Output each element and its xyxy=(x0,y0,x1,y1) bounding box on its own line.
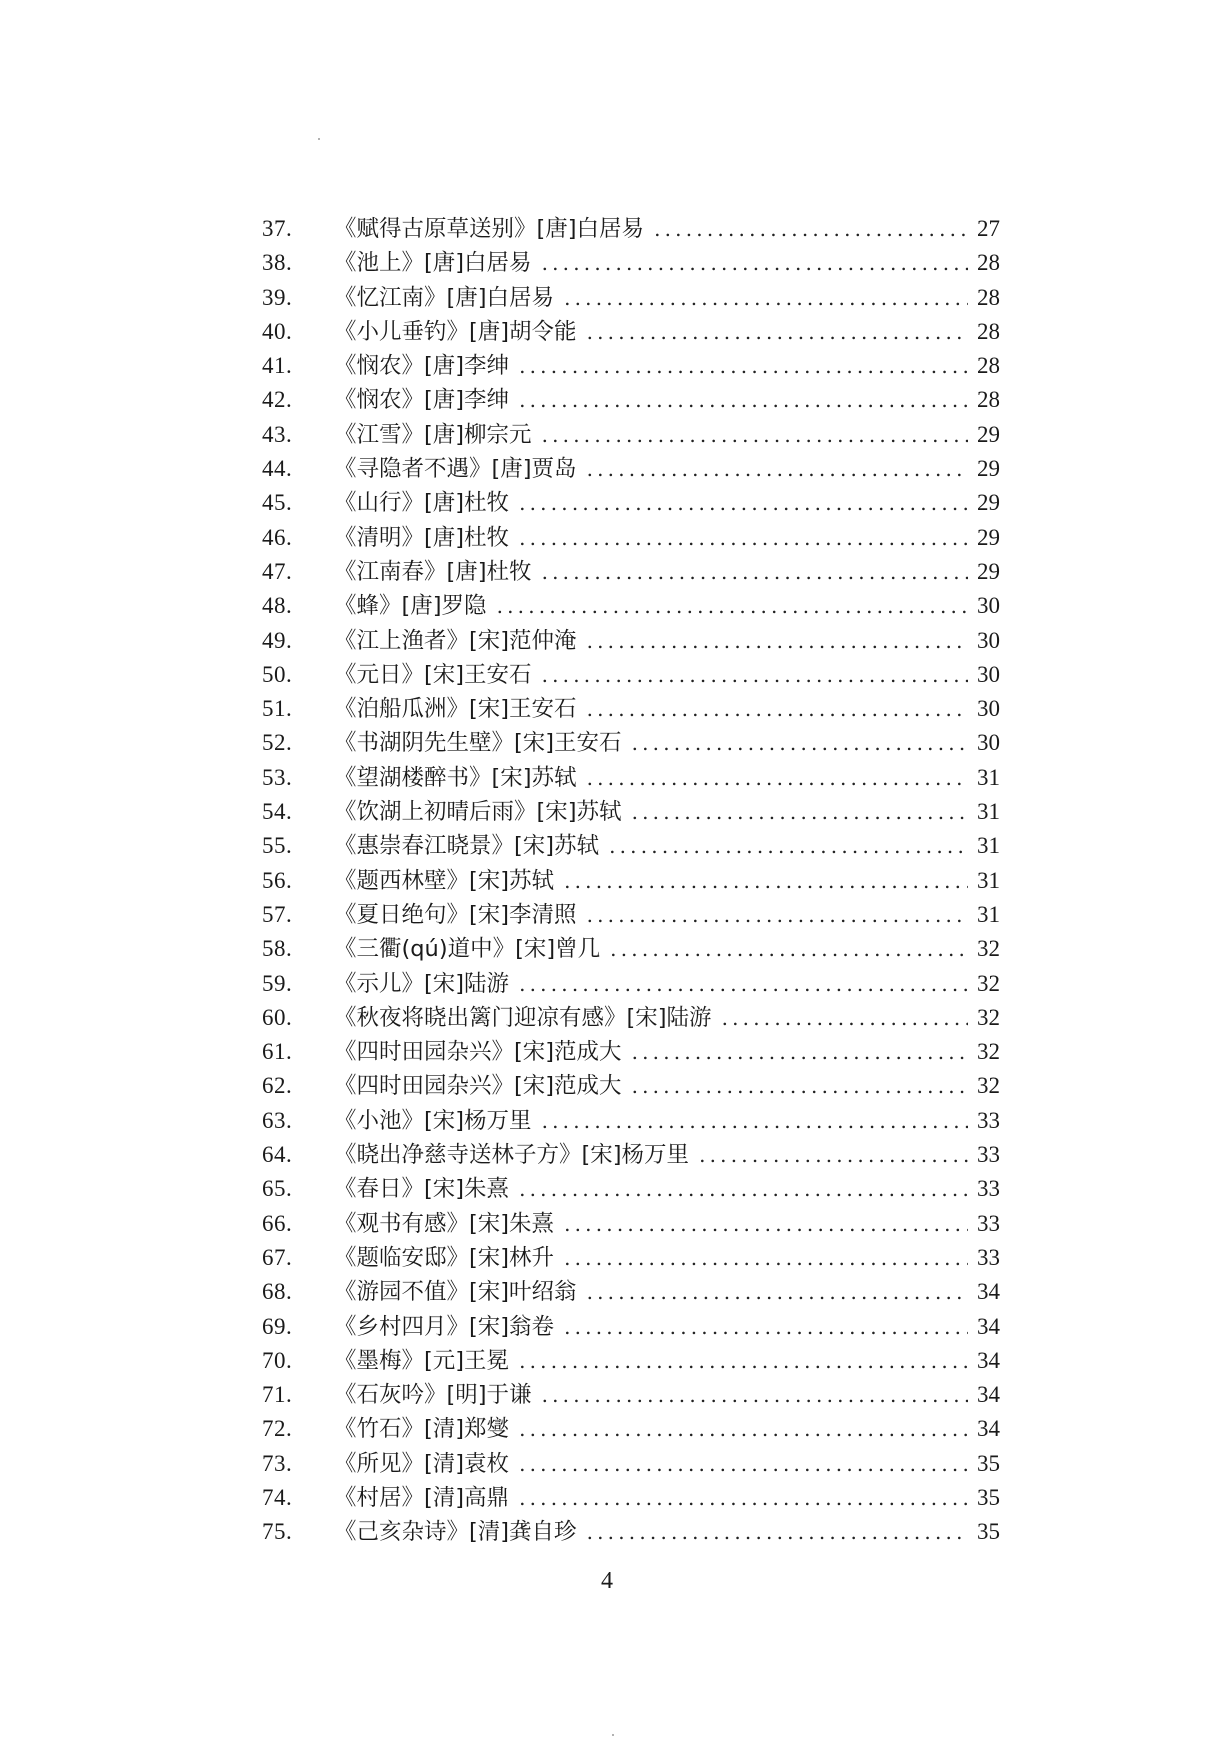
scan-speck xyxy=(318,138,320,140)
toc-entry-page: 28 xyxy=(977,284,1000,310)
toc-entry[interactable] xyxy=(262,761,1000,795)
toc-entry-page: 28 xyxy=(977,250,1000,276)
toc-entry-page: 35 xyxy=(977,1484,1000,1510)
toc-entry[interactable] xyxy=(262,1378,1000,1412)
toc-entry-page: 33 xyxy=(977,1244,1000,1270)
toc-entry-page: 31 xyxy=(977,799,1000,825)
toc-entry-title: 《赋得古原草送别》[唐]白居易 xyxy=(334,216,645,242)
toc-entry-page: 31 xyxy=(977,901,1000,927)
toc-entry-page: 30 xyxy=(977,730,1000,756)
toc-entry-number: 40. xyxy=(262,318,293,344)
toc-entry-page: 33 xyxy=(977,1176,1000,1202)
toc-entry-number: 39. xyxy=(262,284,293,310)
toc-entry-title: 《村居》[清]高鼎 xyxy=(334,1484,510,1511)
toc-entry-number: 42. xyxy=(262,387,293,413)
toc-entry[interactable] xyxy=(262,1001,1000,1035)
toc-dot-leader xyxy=(632,1069,968,1103)
toc-dot-leader xyxy=(519,383,968,417)
toc-dot-leader xyxy=(542,555,968,589)
toc-entry-title: 《小儿垂钓》[唐]胡令能 xyxy=(334,318,577,345)
toc-entry-number: 52. xyxy=(262,730,293,756)
toc-entry[interactable] xyxy=(262,624,1000,658)
toc-dot-leader xyxy=(654,212,968,246)
toc-dot-leader xyxy=(564,864,968,898)
toc-dot-leader xyxy=(519,967,968,1001)
toc-entry[interactable] xyxy=(262,932,1000,966)
toc-dot-leader xyxy=(542,246,968,280)
toc-entry-page: 32 xyxy=(977,1039,1000,1065)
toc-entry[interactable] xyxy=(262,658,1000,692)
toc-dot-leader xyxy=(519,1172,968,1206)
toc-entry[interactable] xyxy=(262,1275,1000,1309)
toc-entry-title: 《江雪》[唐]柳宗元 xyxy=(334,421,532,448)
toc-entry-number: 48. xyxy=(262,593,293,619)
toc-entry-title: 《泊船瓜洲》[宋]王安石 xyxy=(334,696,577,723)
toc-dot-leader xyxy=(542,1378,968,1412)
toc-entry-title: 《元日》[宋]王安石 xyxy=(334,661,532,688)
toc-dot-leader xyxy=(542,418,968,452)
toc-entry-page: 32 xyxy=(977,970,1000,996)
scan-speck xyxy=(612,1734,614,1736)
toc-entry[interactable] xyxy=(262,418,1000,452)
toc-entry-number: 45. xyxy=(262,490,293,516)
toc-entry-number: 51. xyxy=(262,696,293,722)
toc-entry-title: 《寻隐者不遇》[唐]贾岛 xyxy=(334,456,577,483)
toc-entry-title: 《四时田园杂兴》[宋]范成大 xyxy=(334,1039,622,1066)
toc-entry-number: 59. xyxy=(262,970,293,996)
toc-dot-leader xyxy=(519,1447,968,1481)
toc-entry-page: 29 xyxy=(977,456,1000,482)
toc-entry-number: 46. xyxy=(262,524,293,550)
toc-entry-title: 《四时田园杂兴》[宋]范成大 xyxy=(334,1073,622,1100)
toc-entry-number: 71. xyxy=(262,1382,293,1408)
toc-entry-title: 《悯农》[唐]李绅 xyxy=(334,387,510,414)
toc-entry-title: 《饮湖上初晴后雨》[宋]苏轼 xyxy=(334,799,622,826)
toc-entry[interactable] xyxy=(262,726,1000,760)
toc-entry[interactable] xyxy=(262,1172,1000,1206)
toc-entry[interactable] xyxy=(262,1035,1000,1069)
toc-entry-number: 55. xyxy=(262,833,293,859)
toc-entry-number: 50. xyxy=(262,661,293,687)
toc-entry[interactable] xyxy=(262,1104,1000,1138)
toc-dot-leader xyxy=(610,932,968,966)
toc-dot-leader xyxy=(497,589,968,623)
toc-entry-title: 《惠崇春江晓景》[宋]苏轼 xyxy=(334,833,600,860)
toc-entry-title: 《秋夜将晓出篱门迎凉有感》[宋]陆游 xyxy=(334,1004,712,1031)
toc-entry-page: 30 xyxy=(977,593,1000,619)
toc-entry-title: 《晓出净慈寺送林子方》[宋]杨万里 xyxy=(334,1142,690,1169)
table-of-contents xyxy=(262,212,1000,1550)
toc-entry[interactable] xyxy=(262,1447,1000,1481)
toc-entry-number: 44. xyxy=(262,456,293,482)
toc-dot-leader xyxy=(587,898,968,932)
toc-entry[interactable] xyxy=(262,1069,1000,1103)
toc-entry[interactable] xyxy=(262,1344,1000,1378)
toc-dot-leader xyxy=(564,1310,968,1344)
toc-entry-title: 《悯农》[唐]李绅 xyxy=(334,353,510,380)
toc-entry-number: 73. xyxy=(262,1450,293,1476)
toc-entry-title: 《石灰吟》[明]于谦 xyxy=(334,1382,532,1409)
toc-entry-title: 《所见》[清]袁枚 xyxy=(334,1450,510,1477)
toc-entry-page: 35 xyxy=(977,1519,1000,1545)
toc-dot-leader xyxy=(632,795,968,829)
toc-entry-page: 30 xyxy=(977,661,1000,687)
toc-entry-title: 《望湖楼醉书》[宋]苏轼 xyxy=(334,764,577,791)
toc-entry-number: 63. xyxy=(262,1107,293,1133)
toc-entry-title: 《题西林壁》[宋]苏轼 xyxy=(334,867,555,894)
toc-dot-leader xyxy=(632,726,968,760)
toc-dot-leader xyxy=(609,829,968,863)
toc-entry-number: 53. xyxy=(262,764,293,790)
toc-entry[interactable] xyxy=(262,315,1000,349)
toc-entry-number: 75. xyxy=(262,1519,293,1545)
toc-entry-page: 28 xyxy=(977,353,1000,379)
toc-dot-leader xyxy=(587,692,968,726)
toc-entry[interactable] xyxy=(262,1138,1000,1172)
toc-entry-title: 《题临安邸》[宋]林升 xyxy=(334,1244,555,1271)
toc-entry[interactable] xyxy=(262,967,1000,1001)
toc-entry-page: 31 xyxy=(977,833,1000,859)
toc-entry-title: 《书湖阴先生壁》[宋]王安石 xyxy=(334,730,622,757)
toc-dot-leader xyxy=(519,1481,968,1515)
toc-entry-number: 65. xyxy=(262,1176,293,1202)
toc-entry-page: 30 xyxy=(977,627,1000,653)
toc-entry-page: 28 xyxy=(977,387,1000,413)
toc-entry-number: 43. xyxy=(262,421,293,447)
toc-entry-number: 57. xyxy=(262,901,293,927)
toc-entry-number: 66. xyxy=(262,1210,293,1236)
toc-entry-number: 67. xyxy=(262,1244,293,1270)
toc-entry-page: 31 xyxy=(977,764,1000,790)
toc-entry[interactable] xyxy=(262,212,1000,246)
toc-entry-title: 《池上》[唐]白居易 xyxy=(334,250,532,277)
toc-entry-title: 《小池》[宋]杨万里 xyxy=(334,1107,532,1134)
toc-entry-page: 34 xyxy=(977,1313,1000,1339)
toc-dot-leader xyxy=(519,1412,968,1446)
toc-dot-leader xyxy=(587,624,968,658)
toc-entry-number: 49. xyxy=(262,627,293,653)
toc-entry-title: 《山行》[唐]杜牧 xyxy=(334,490,510,517)
toc-entry-title: 《三衢(qú)道中》[宋]曾几 xyxy=(334,936,601,963)
toc-entry-page: 33 xyxy=(977,1210,1000,1236)
toc-entry-title: 《江上渔者》[宋]范仲淹 xyxy=(334,627,577,654)
toc-entry-page: 28 xyxy=(977,318,1000,344)
toc-entry-title: 《蜂》[唐]罗隐 xyxy=(334,593,487,620)
toc-entry-number: 61. xyxy=(262,1039,293,1065)
toc-entry[interactable] xyxy=(262,898,1000,932)
toc-entry-page: 27 xyxy=(977,216,1000,241)
toc-entry-title: 《观书有感》[宋]朱熹 xyxy=(334,1210,555,1237)
toc-entry-number: 64. xyxy=(262,1142,293,1168)
toc-dot-leader xyxy=(564,281,968,315)
toc-entry-title: 《江南春》[唐]杜牧 xyxy=(334,558,532,585)
toc-entry[interactable] xyxy=(262,864,1000,898)
toc-dot-leader xyxy=(587,1275,968,1309)
toc-entry-title: 《忆江南》[唐]白居易 xyxy=(334,284,555,311)
toc-entry-title: 《己亥杂诗》[清]龚自珍 xyxy=(334,1519,577,1546)
toc-dot-leader xyxy=(587,761,968,795)
toc-entry-number: 38. xyxy=(262,250,293,276)
toc-entry[interactable] xyxy=(262,1515,1000,1549)
toc-entry[interactable] xyxy=(262,1481,1000,1515)
toc-entry-page: 29 xyxy=(977,558,1000,584)
toc-dot-leader xyxy=(722,1001,968,1035)
toc-entry[interactable] xyxy=(262,692,1000,726)
toc-entry[interactable] xyxy=(262,1241,1000,1275)
toc-entry-page: 29 xyxy=(977,490,1000,516)
toc-entry-number: 69. xyxy=(262,1313,293,1339)
toc-entry-page: 32 xyxy=(977,936,1000,962)
toc-entry-page: 34 xyxy=(977,1382,1000,1408)
toc-dot-leader xyxy=(564,1207,968,1241)
toc-entry-number: 54. xyxy=(262,799,293,825)
toc-entry-number: 60. xyxy=(262,1004,293,1030)
toc-dot-leader xyxy=(519,349,968,383)
toc-entry-page: 33 xyxy=(977,1107,1000,1133)
toc-dot-leader xyxy=(542,658,968,692)
toc-entry-number: 41. xyxy=(262,353,293,379)
toc-dot-leader xyxy=(587,315,968,349)
toc-entry[interactable] xyxy=(262,795,1000,829)
toc-entry[interactable] xyxy=(262,1310,1000,1344)
toc-dot-leader xyxy=(699,1138,968,1172)
toc-entry-page: 33 xyxy=(977,1142,1000,1168)
toc-entry[interactable] xyxy=(262,1207,1000,1241)
toc-entry-page: 34 xyxy=(977,1279,1000,1305)
toc-entry[interactable] xyxy=(262,589,1000,623)
toc-entry-page: 30 xyxy=(977,696,1000,722)
toc-entry-title: 《春日》[宋]朱熹 xyxy=(334,1176,510,1203)
toc-entry-number: 47. xyxy=(262,558,293,584)
toc-entry[interactable] xyxy=(262,829,1000,863)
toc-entry-page: 32 xyxy=(977,1073,1000,1099)
toc-dot-leader xyxy=(519,1344,968,1378)
toc-dot-leader xyxy=(519,521,968,555)
toc-entry-page: 32 xyxy=(977,1004,1000,1030)
toc-entry[interactable] xyxy=(262,452,1000,486)
toc-dot-leader xyxy=(587,1515,968,1549)
toc-entry-title: 《游园不值》[宋]叶绍翁 xyxy=(334,1279,577,1306)
toc-entry[interactable] xyxy=(262,521,1000,555)
toc-entry[interactable] xyxy=(262,281,1000,315)
toc-entry-number: 68. xyxy=(262,1279,293,1305)
toc-entry-title: 《墨梅》[元]王冕 xyxy=(334,1347,510,1374)
toc-entry-number: 58. xyxy=(262,936,293,962)
toc-entry-title: 《夏日绝句》[宋]李清照 xyxy=(334,901,577,928)
toc-entry-page: 35 xyxy=(977,1450,1000,1476)
toc-entry[interactable] xyxy=(262,1412,1000,1446)
toc-entry[interactable] xyxy=(262,486,1000,520)
toc-entry-title: 《清明》[唐]杜牧 xyxy=(334,524,510,551)
toc-dot-leader xyxy=(519,486,968,520)
toc-entry[interactable] xyxy=(262,555,1000,589)
toc-entry[interactable] xyxy=(262,246,1000,280)
toc-entry-number: 37. xyxy=(262,216,293,241)
toc-dot-leader xyxy=(564,1241,968,1275)
toc-entry-number: 74. xyxy=(262,1484,293,1510)
toc-entry-page: 29 xyxy=(977,421,1000,447)
toc-entry-page: 29 xyxy=(977,524,1000,550)
toc-dot-leader xyxy=(632,1035,968,1069)
toc-dot-leader xyxy=(587,452,968,486)
page-number: 4 xyxy=(601,1568,613,1594)
toc-entry-number: 70. xyxy=(262,1347,293,1373)
toc-entry-number: 62. xyxy=(262,1073,293,1099)
toc-entry[interactable] xyxy=(262,349,1000,383)
toc-entry-title: 《乡村四月》[宋]翁卷 xyxy=(334,1313,555,1340)
toc-entry[interactable] xyxy=(262,383,1000,417)
toc-entry-page: 34 xyxy=(977,1347,1000,1373)
toc-entry-page: 34 xyxy=(977,1416,1000,1442)
toc-dot-leader xyxy=(542,1104,968,1138)
toc-entry-title: 《竹石》[清]郑燮 xyxy=(334,1416,510,1443)
toc-entry-number: 72. xyxy=(262,1416,293,1442)
toc-entry-number: 56. xyxy=(262,867,293,893)
toc-entry-page: 31 xyxy=(977,867,1000,893)
toc-entry-title: 《示儿》[宋]陆游 xyxy=(334,970,510,997)
